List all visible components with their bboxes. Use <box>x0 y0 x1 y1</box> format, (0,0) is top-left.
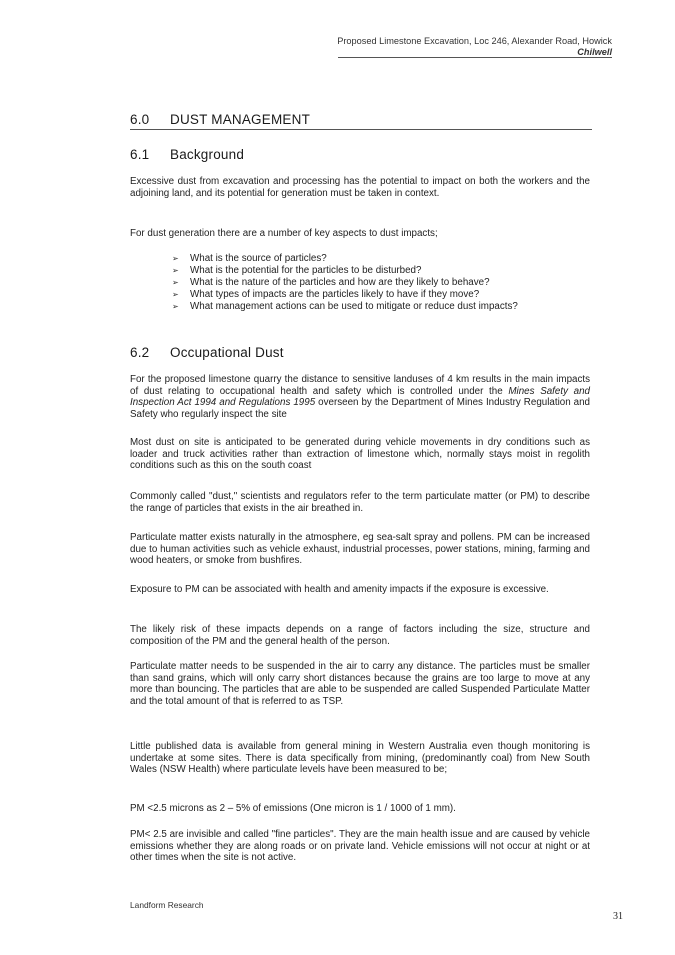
paragraph: Commonly called "dust," scientists and regulators refer to the term particulate matter (or PM) to describe the range of particles that exists in the air breathed in. <box>130 491 590 514</box>
paragraph: Most dust on site is anticipated to be generated during vehicle movements in dry conditions such as loader and truck activities rather than extraction of limestone which, normally stays moist in regolith conditions such as this on the south coast <box>130 437 590 472</box>
subsection-number: 6.2 <box>130 345 150 360</box>
bullet-list <box>172 253 518 313</box>
header-project: Proposed Limestone Excavation, Loc 246, Alexander Road, Howick <box>337 36 612 46</box>
act-title: Mines Safety and Inspection Act 1994 and Regulations 1995 <box>130 385 590 409</box>
footer-author: Landform Research <box>130 900 204 910</box>
section-heading <box>130 112 592 130</box>
running-header <box>337 36 612 58</box>
arrow-bullet-icon: ➢ <box>172 290 179 299</box>
arrow-bullet-icon: ➢ <box>172 266 179 275</box>
subsection-heading-occupational-dust <box>130 345 284 360</box>
subsection-title: Background <box>170 147 245 162</box>
arrow-bullet-icon: ➢ <box>172 254 179 263</box>
paragraph: Exposure to PM can be associated with health and amenity impacts if the exposure is excessive. <box>130 584 549 595</box>
list-item: ➢ What types of impacts are the particles likely to have if they move? <box>172 289 480 300</box>
subsection-number: 6.1 <box>130 147 150 162</box>
paragraph: For dust generation there are a number of key aspects to dust impacts; <box>130 228 438 239</box>
paragraph: Particulate matter exists naturally in the atmosphere, eg sea-salt spray and pollens. PM can be increased due to human activities such as vehicle exhaust, industrial processes, power stations, mining, farming and wood heaters, or smoke from bushfires. <box>130 532 590 567</box>
paragraph: Excessive dust from excavation and processing has the potential to impact on both the workers and the adjoining land, and its potential for generation must be taken in context. <box>130 176 590 199</box>
list-item: ➢ What management actions can be used to mitigate or reduce dust impacts? <box>172 301 518 312</box>
paragraph: PM <2.5 microns as 2 – 5% of emissions (One micron is 1 / 1000 of 1 mm). <box>130 803 456 814</box>
subsection-heading-background <box>130 147 244 162</box>
page-number: 31 <box>613 911 623 922</box>
header-company: Chilwell <box>577 47 612 57</box>
paragraph: For the proposed limestone quarry the distance to sensitive landuses of 4 km results in the main impacts of dust relating to occupational health and safety which is controlled under the Mines Safety and Inspection Act 1994 and Regulations 1995 overseen by the Department of Mines Industry Regulation and Safety who regularly inspect the site <box>130 374 590 420</box>
arrow-bullet-icon: ➢ <box>172 278 179 287</box>
list-item: ➢ What is the source of particles? <box>172 253 327 264</box>
list-item: ➢ What is the nature of the particles and how are they likely to behave? <box>172 277 490 288</box>
arrow-bullet-icon: ➢ <box>172 302 179 311</box>
section-title: DUST MANAGEMENT <box>170 112 311 127</box>
list-item: ➢ What is the potential for the particles to be disturbed? <box>172 265 422 276</box>
paragraph: PM< 2.5 are invisible and called "fine particles". They are the main health issue and are caused by vehicle emissions whether they are along roads or on private land. Vehicle emissions will not occur at night or at other times when the site is not active. <box>130 829 590 864</box>
header-rule <box>338 57 612 58</box>
section-number: 6.0 <box>130 112 150 127</box>
paragraph: Little published data is available from general mining in Western Australia even though monitoring is undertake at some sites. There is data specifically from mining, (predominantly coal) from New South Wales (NSW Health) where particulate levels have been measured to be; <box>130 741 590 776</box>
paragraph: Particulate matter needs to be suspended in the air to carry any distance. The particles must be smaller than sand grains, which will only carry short distances because the grains are too large to move at any more than bouncing. The particles that are able to be suspended are called Suspended Particulate Matter and the total amount of that is referred to as TSP. <box>130 661 590 707</box>
subsection-title: Occupational Dust <box>170 345 284 360</box>
paragraph: The likely risk of these impacts depends on a range of factors including the size, structure and composition of the PM and the general health of the person. <box>130 624 590 647</box>
